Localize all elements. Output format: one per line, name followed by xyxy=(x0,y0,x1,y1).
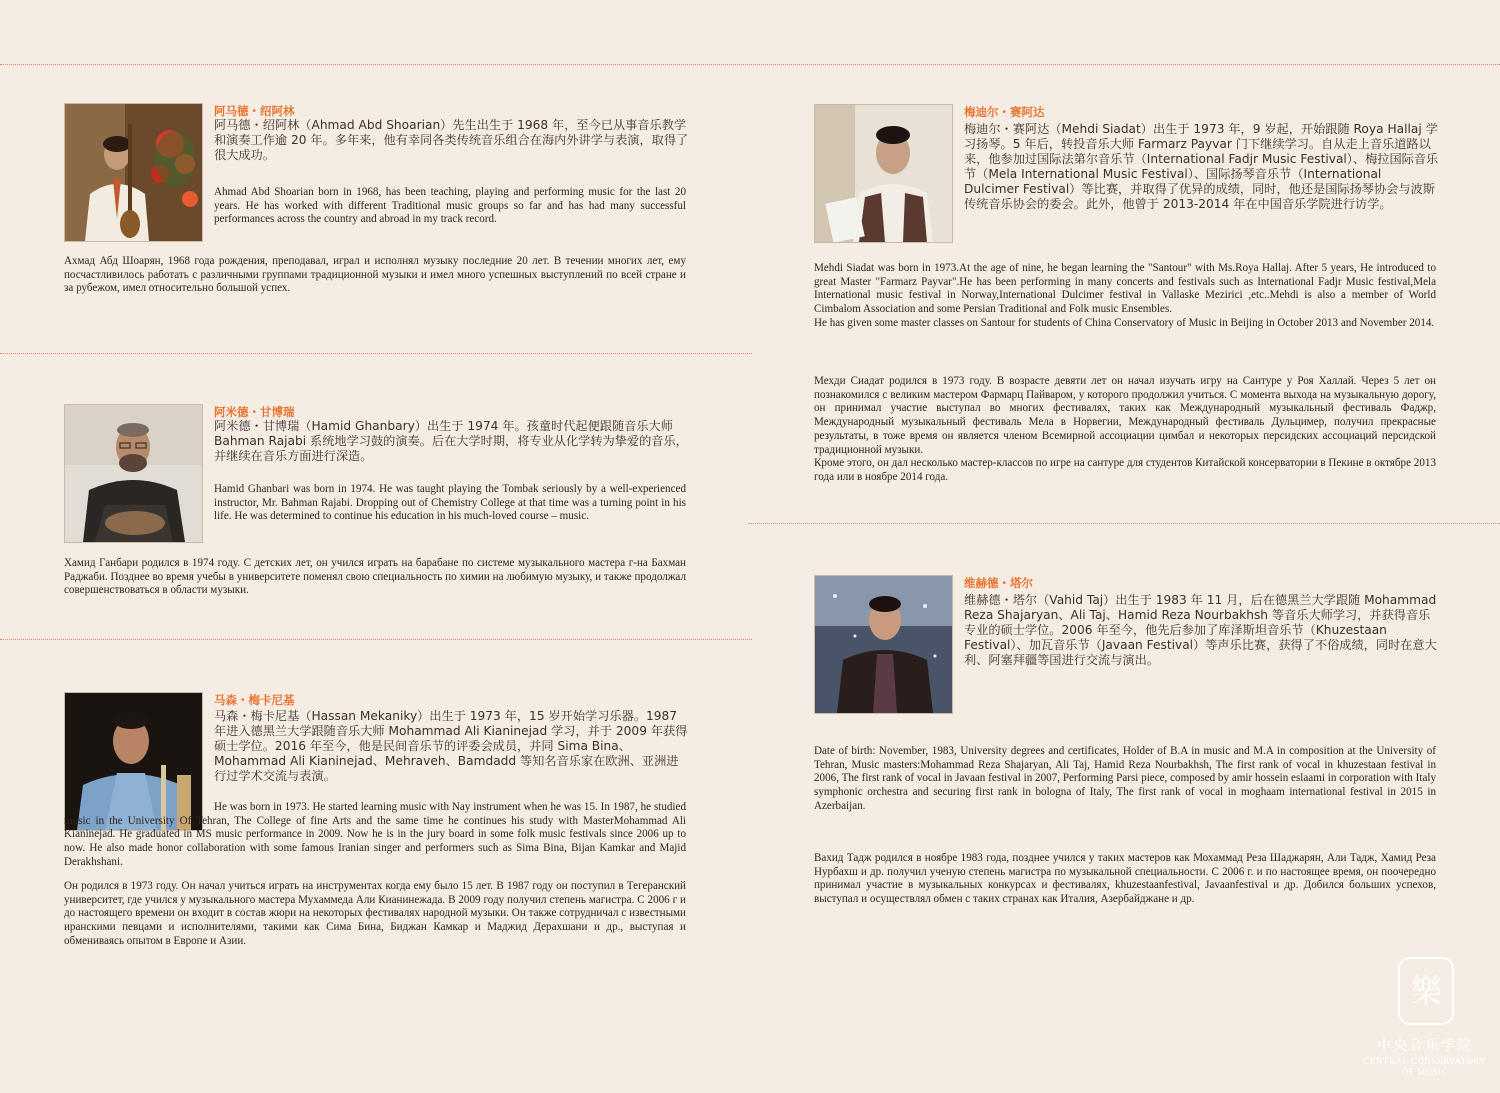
vahid-bio-cn: 维赫德・塔尔（Vahid Taj）出生于 1983 年 11 月，后在德黑兰大学跟随 Mohammad Reza Shajaryan、Ali Taj、Hamid Reza Nourbakhsh 等音乐大师学习，并获得音乐专业的硕士学位。2006 年至今，他先后参加了库泽斯坦音乐节（Khuzestaan Festival）、加瓦音乐节（Javaan Festival）等声乐比赛，获得了不俗成绩，同时在意大利、阿塞拜疆等国进行交流与演出。 xyxy=(964,593,1437,668)
logo-name-cn: 中央音乐学院 xyxy=(1377,1038,1473,1054)
left-divider-2 xyxy=(0,639,752,640)
hamid-bio-en: Hamid Ghanbari was born in 1974. He was taught playing the Tombak seriously by a well-experienced instructor, Mr. Bahman Rajabi. Dropping out of Chemistry College at that time was a turning point in his life. He was determined to continue his education in his much-loved course – music. xyxy=(214,483,686,523)
left-divider-1 xyxy=(0,353,752,354)
top-divider xyxy=(0,64,1500,65)
mehdi-photo xyxy=(814,104,953,243)
vahid-name-cn: 维赫德・塔尔 xyxy=(964,576,1033,590)
conservatory-logo xyxy=(1360,955,1490,1080)
vahid-photo xyxy=(814,575,953,714)
hamid-photo xyxy=(64,404,203,543)
hamid-bio-ru: Хамид Ганбари родился в 1974 году. С детских лет, он учился играть на барабане по системе музыкального мастера г-на Бахман Раджаби. Позднее во время учебы в университете поменял свою специальность по химии на любимую музыку, и также продолжал совершенствоваться в области музыки. xyxy=(64,557,686,597)
ahmad-name-cn: 阿马德・绍阿林 xyxy=(214,104,295,118)
hassan-bio-cn: 马森・梅卡尼基（Hassan Mekaniky）出生于 1973 年，15 岁开始学习乐器。1987 年进入德黑兰大学跟随音乐大师 Mohammad Ali Kianinejad 学习，并于 2009 年获得硕士学位。2016 年至今，他是民间音乐节的评委会成员，并同 Sima Bina、Mohammad Ali Kianinejad、Mehraveh、Bamdadd 等知名音乐家在欧洲、亚洲进行过学术交流与表演。 xyxy=(214,709,688,784)
logo-emblem-icon: 樂 xyxy=(1398,957,1454,1025)
ahmad-bio-cn: 阿马德・绍阿林（Ahmad Abd Shoarian）先生出生于 1968 年，至今已从事音乐教学和演奏工作逾 20 年。多年来，他有幸同各类传统音乐组合在海内外讲学与表演，取得了很大成功。 xyxy=(214,118,689,163)
mehdi-bio-ru-p1: Мехди Сиадат родился в 1973 году. В возрасте девяти лет он начал изучать игру на Сантуре у Роя Халлай. Через 5 лет он познакомился с великим мастером Фармарц Пайваром, у которого продолжил учиться. С момента выхода на музыкальную дорогу, он принимал участие выступал во многих фестивалях, таких как Международный музыкальный фестиваль Фаджр, Международный музыкальный фестиваль Мела в Норвегии, Международный фестиваль Дульцимер, получил прекрасные результаты, в тоже время он является членом Всемирной ассоциации цимбал и некоторых персидских ассоциаций персидской традиционной музыки. xyxy=(814,375,1436,456)
hamid-name-cn: 阿米德・甘博瑞 xyxy=(214,405,295,419)
mehdi-name-cn: 梅迪尔・赛阿达 xyxy=(964,105,1045,119)
mehdi-bio-en xyxy=(814,262,1436,331)
logo-name-en-2: OF MUSIC xyxy=(1401,1067,1449,1077)
hassan-bio-en: He was born in 1973. He started learning music with Nay instrument when he was 15. In 1987, he studied music in the University Of Tehran, The College of fine Arts and the same time he continues his study with MasterMohammad Ali Kianinejad. He graduated in MS music performance in 2009. Now he is in the jury board in some folk music festivals since 2006 up to now. He also made honor collaboration with some famous Iranian singer and performers such as Sima Bina, Bijan Kamkar and Majid Derakhshani. xyxy=(64,801,686,868)
ahmad-photo xyxy=(64,103,203,242)
mehdi-bio-cn: 梅迪尔・赛阿达（Mehdi Siadat）出生于 1973 年，9 岁起，开始跟随 Roya Hallaj 学习扬琴。5 年后，转投音乐大师 Farmarz Payvar 门下继续学习。自从走上音乐道路以来，他参加过国际法第尔音乐节（International Fadjr Music Festival）、梅拉国际音乐节（Mela International Music Festival）、国际扬琴音乐节（International Dulcimer Festival）等比赛，并取得了优异的成绩，同时，他还是国际扬琴协会与波斯传统音乐协会的委会。此外，他曾于 2013-2014 年在中国音乐学院进行访学。 xyxy=(964,122,1439,212)
mehdi-bio-ru-p2: Кроме этого, он дал несколько мастер-классов по игре на сантуре для студентов Китайской консерватории в Пекине в октябре 2013 года или в ноябре 2014 года. xyxy=(814,457,1436,483)
mehdi-bio-en-p1: Mehdi Siadat was born in 1973.At the age of nine, he began learning the "Santour" with Ms.Roya Hallaj. After 5 years, He introduced to great Master "Farmarz Payvar".He has been performing in many concerts and festivals such as International Fadjr Music festival,Mela International music festival in Norway,International Dulcimer festival in Vallaske Mezirici ,etc..Mehdi is also a member of World Cimbalom Association and some Persian Traditional and Folk music Ensembles. xyxy=(814,262,1436,316)
mehdi-bio-en-p2: He has given some master classes on Santour for students of China Conservatory of Music in Beijing in October 2013 and November 2014. xyxy=(814,316,1435,329)
hassan-name-cn: 马森・梅卡尼基 xyxy=(214,693,295,707)
logo-name-en-1: CENTRAL CONSERVATORY xyxy=(1363,1056,1487,1066)
ahmad-bio-en: Ahmad Abd Shoarian born in 1968, has been teaching, playing and performing music for the last 20 years. He has worked with different Traditional music groups so far and has had many successful performances across the country and abroad in my track record. xyxy=(214,186,686,226)
vahid-bio-en: Date of birth: November, 1983, University degrees and certificates, Holder of B.A in music and M.A in composition at the University of Tehran, Music masters:Mohammad Reza Shajaryan, Ali Taj, Hamid Reza Nourbakhsh, The first rank of vocal in khuzestaan festival in 2006, The first rank of vocal in Javaan festival in 2007, Performing Parsi piece, composed by amir hossein eslaami in corporation with Italy symphonic orchestra and securing first rank in bologna of Italy, The first rank of vocal in moghaam international festival in 2015 in Azerbaijan. xyxy=(814,745,1436,812)
hassan-bio-ru: Он родился в 1973 году. Он начал учиться играть на инструментах когда ему было 15 лет. В 1987 году он поступил в Тегеранский университет, где учился у музыкального мастера Мухаммеда Али Кианинежада. В 2009 году получил степень магистра. С 2006 г и до настоящего времени он входит в состав жюри на некоторых фестивалях народной музыки. Он также сотрудничал с известными иранскими певцами и исполнителями, такими как Сима Бина, Биджан Камкар и Маджид Дерахшани и др., выступая и обмениваясь опытом в Европе и Азии. xyxy=(64,880,686,947)
mehdi-bio-ru xyxy=(814,375,1436,485)
ahmad-bio-ru: Ахмад Абд Шоарян, 1968 года рождения, преподавал, играл и исполнял музыку последние 20 лет. В течении многих лет, ему посчастливилось работать с различными группами традиционной музыки и имел много успешных выступлений по всей стране и за рубежом, имел относительно большой успех. xyxy=(64,255,686,295)
right-divider-1 xyxy=(748,523,1500,524)
vahid-bio-ru: Вахид Тадж родился в ноябре 1983 года, позднее учился у таких мастеров как Мохаммад Реза Шаджарян, Али Тадж, Хамид Реза Нурбахш и др. получил ученую степень магистра по музыкальной специальности. С 2006 г. и по настоящее время, он поочередно принимал участие в музыкальных конкурсах и фестивалях, khuzestaanfestival, Javaanfestival и др. Добился больших успехов, выступал и осуществлял обмен с таких странах как Италия, Азербайджане и др. xyxy=(814,852,1436,906)
hamid-bio-cn: 阿米德・甘博瑞（Hamid Ghanbary）出生于 1974 年。孩童时代起便跟随音乐大师 Bahman Rajabi 系统地学习鼓的演奏。后在大学时期，将专业从化学转为挚爱的音乐，并继续在音乐方面进行深造。 xyxy=(214,419,688,464)
